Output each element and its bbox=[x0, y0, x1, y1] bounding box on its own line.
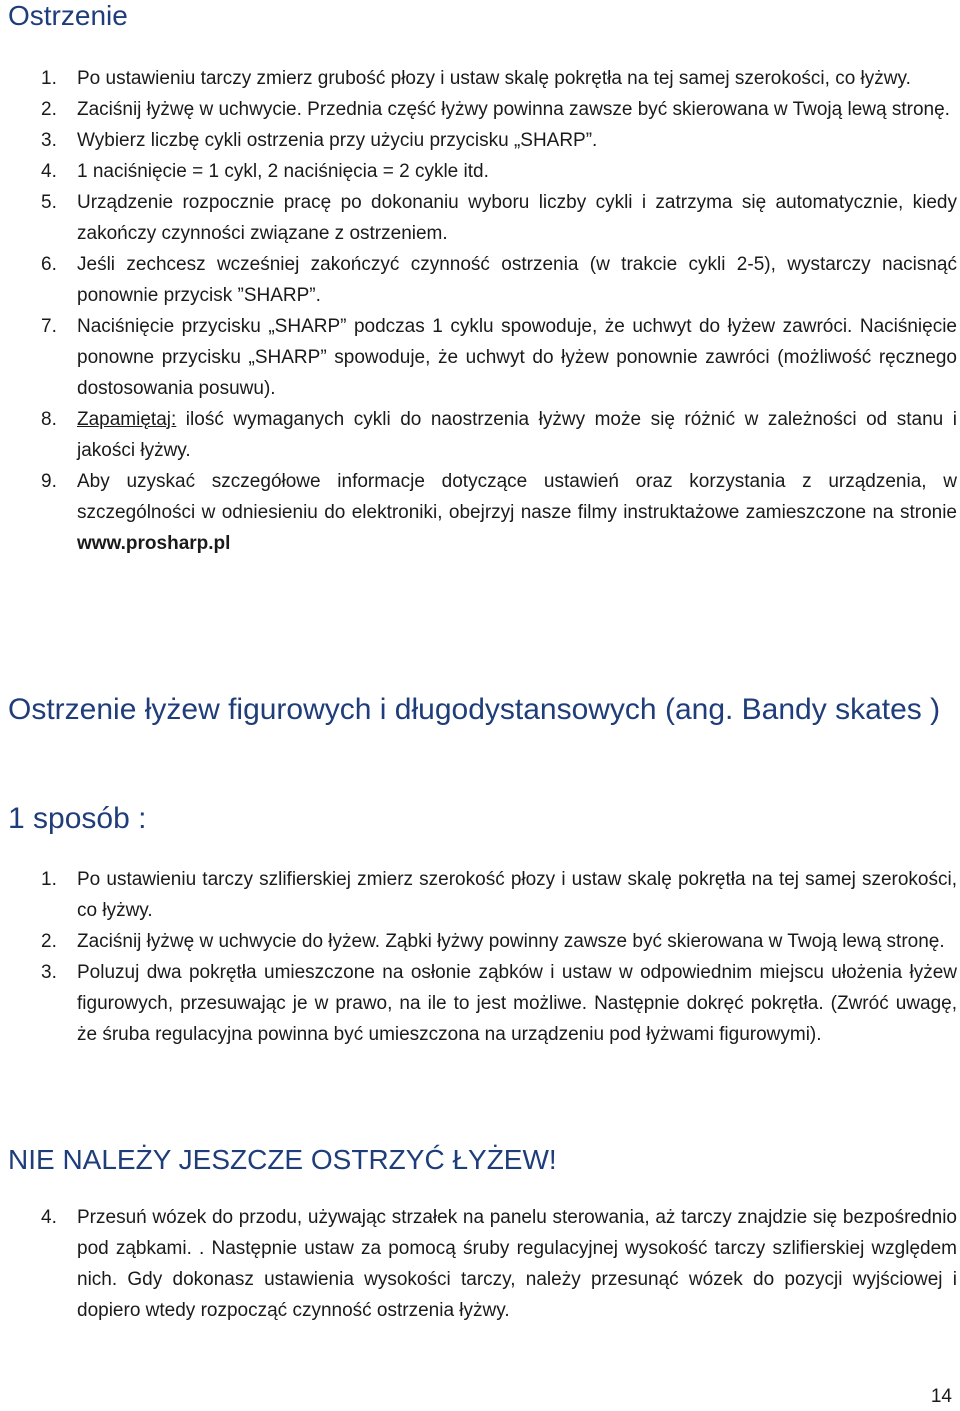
list-item bbox=[0, 864, 957, 926]
step-number: 1. bbox=[41, 869, 57, 890]
step-number: 2. bbox=[41, 931, 57, 952]
list-item bbox=[0, 957, 957, 1050]
step-text: Zaciśnij łyżwę w uchwycie. Przednia część łyżwy powinna zawsze być skierowana w Twoją lewą stronę. bbox=[77, 99, 950, 120]
sharpening-steps-list bbox=[0, 63, 957, 559]
step-text: Przesuń wózek do przodu, używając strzałek na panelu sterowania, aż tarczy znajdzie się bezpośrednio pod ząbkami. . Następnie ustaw za pomocą śruby regulacyjnej wysokość tarczy szlifierskiej względem nich. Gdy dokonasz ustawienia wysokości tarczy, należy przesunąć wózek do pozycji wyjściowej i dopiero wtedy rozpocząć czynność ostrzenia łyżwy. bbox=[77, 1207, 957, 1321]
step-text: Wybierz liczbę cykli ostrzenia przy użyciu przycisku „SHARP”. bbox=[77, 130, 598, 151]
step-text: 1 naciśnięcie = 1 cykl, 2 naciśnięcia = 2 cykle itd. bbox=[77, 161, 489, 182]
list-item bbox=[0, 249, 957, 311]
section-heading-figure-skates: Ostrzenie łyżew figurowych i długodystansowych (ang. Bandy skates ) bbox=[8, 693, 941, 726]
page-number: 14 bbox=[930, 1386, 952, 1407]
step-text: Jeśli zechcesz wcześniej zakończyć czynność ostrzenia (w trakcie cykli 2-5), wystarczy nacisnąć ponownie przycisk ”SHARP”. bbox=[77, 254, 957, 306]
step-number: 9. bbox=[41, 471, 57, 492]
method-heading: 1 sposób : bbox=[8, 802, 147, 835]
step-number: 1. bbox=[41, 68, 57, 89]
step-number: 7. bbox=[41, 316, 57, 337]
list-item bbox=[0, 156, 957, 187]
website-link[interactable]: www.prosharp.pl bbox=[77, 533, 231, 554]
warning-heading: NIE NALEŻY JESZCZE OSTRZYĆ ŁYŻEW! bbox=[8, 1144, 557, 1175]
step-text: Zaciśnij łyżwę w uchwycie do łyżew. Ząbki łyżwy powinny zawsze być skierowana w Twoją lewą stronę. bbox=[77, 931, 945, 952]
step-number: 8. bbox=[41, 409, 57, 430]
step-text: Naciśnięcie przycisku „SHARP” podczas 1 cyklu spowoduje, że uchwyt do łyżew zawróci. Naciśnięcie ponowne przycisku „SHARP” spowoduje, że uchwyt do łyżew ponownie zawróci (możliwość ręcznego dostosowania posuwu). bbox=[77, 316, 957, 399]
step-text: Poluzuj dwa pokrętła umieszczone na osłonie ząbków i ustaw w odpowiednim miejscu ułożenia łyżew figurowych, przesuwając je w prawo, na ile to jest możliwe. Następnie dokręć pokrętła. (Zwróć uwagę, że śruba regulacyjna powinna być umieszczona na urządzeniu pod łyżwami figurowymi). bbox=[77, 962, 957, 1045]
section-heading-sharpening: Ostrzenie bbox=[8, 0, 128, 31]
list-item bbox=[0, 94, 957, 125]
step-text: Aby uzyskać szczegółowe informacje dotyczące ustawień oraz korzystania z urządzenia, w szczególności w odniesieniu do elektroniki, obejrzyj nasze filmy instruktażowe zamieszczone na stronie bbox=[77, 471, 957, 523]
list-item bbox=[0, 926, 957, 957]
step-number: 5. bbox=[41, 192, 57, 213]
step-text: Po ustawieniu tarczy szlifierskiej zmierz szerokość płozy i ustaw skalę pokrętła na tej samej szerokości, co łyżwy. bbox=[77, 869, 957, 921]
list-item bbox=[0, 1202, 957, 1326]
remember-label: Zapamiętaj: bbox=[77, 409, 177, 430]
step-number: 6. bbox=[41, 254, 57, 275]
list-item bbox=[0, 404, 957, 466]
step-number: 3. bbox=[41, 130, 57, 151]
step-text: Urządzenie rozpocznie pracę po dokonaniu wyboru liczby cykli i zatrzyma się automatycznie, kiedy zakończy czynności związane z ostrzeniem. bbox=[77, 192, 957, 244]
step-number: 3. bbox=[41, 962, 57, 983]
list-item bbox=[0, 125, 957, 156]
list-item bbox=[0, 311, 957, 404]
figure-skate-steps-continued bbox=[0, 1202, 957, 1326]
step-number: 2. bbox=[41, 99, 57, 120]
list-item bbox=[0, 63, 957, 94]
step-number: 4. bbox=[41, 161, 57, 182]
step-text: ilość wymaganych cykli do naostrzenia łyżwy może się różnić w zależności od stanu i jakości łyżwy. bbox=[77, 409, 957, 461]
list-item bbox=[0, 466, 957, 559]
step-number: 4. bbox=[41, 1207, 57, 1228]
list-item bbox=[0, 187, 957, 249]
step-text: Po ustawieniu tarczy zmierz grubość płozy i ustaw skalę pokrętła na tej samej szerokości, co łyżwy. bbox=[77, 68, 911, 89]
figure-skate-steps-list bbox=[0, 864, 957, 1050]
